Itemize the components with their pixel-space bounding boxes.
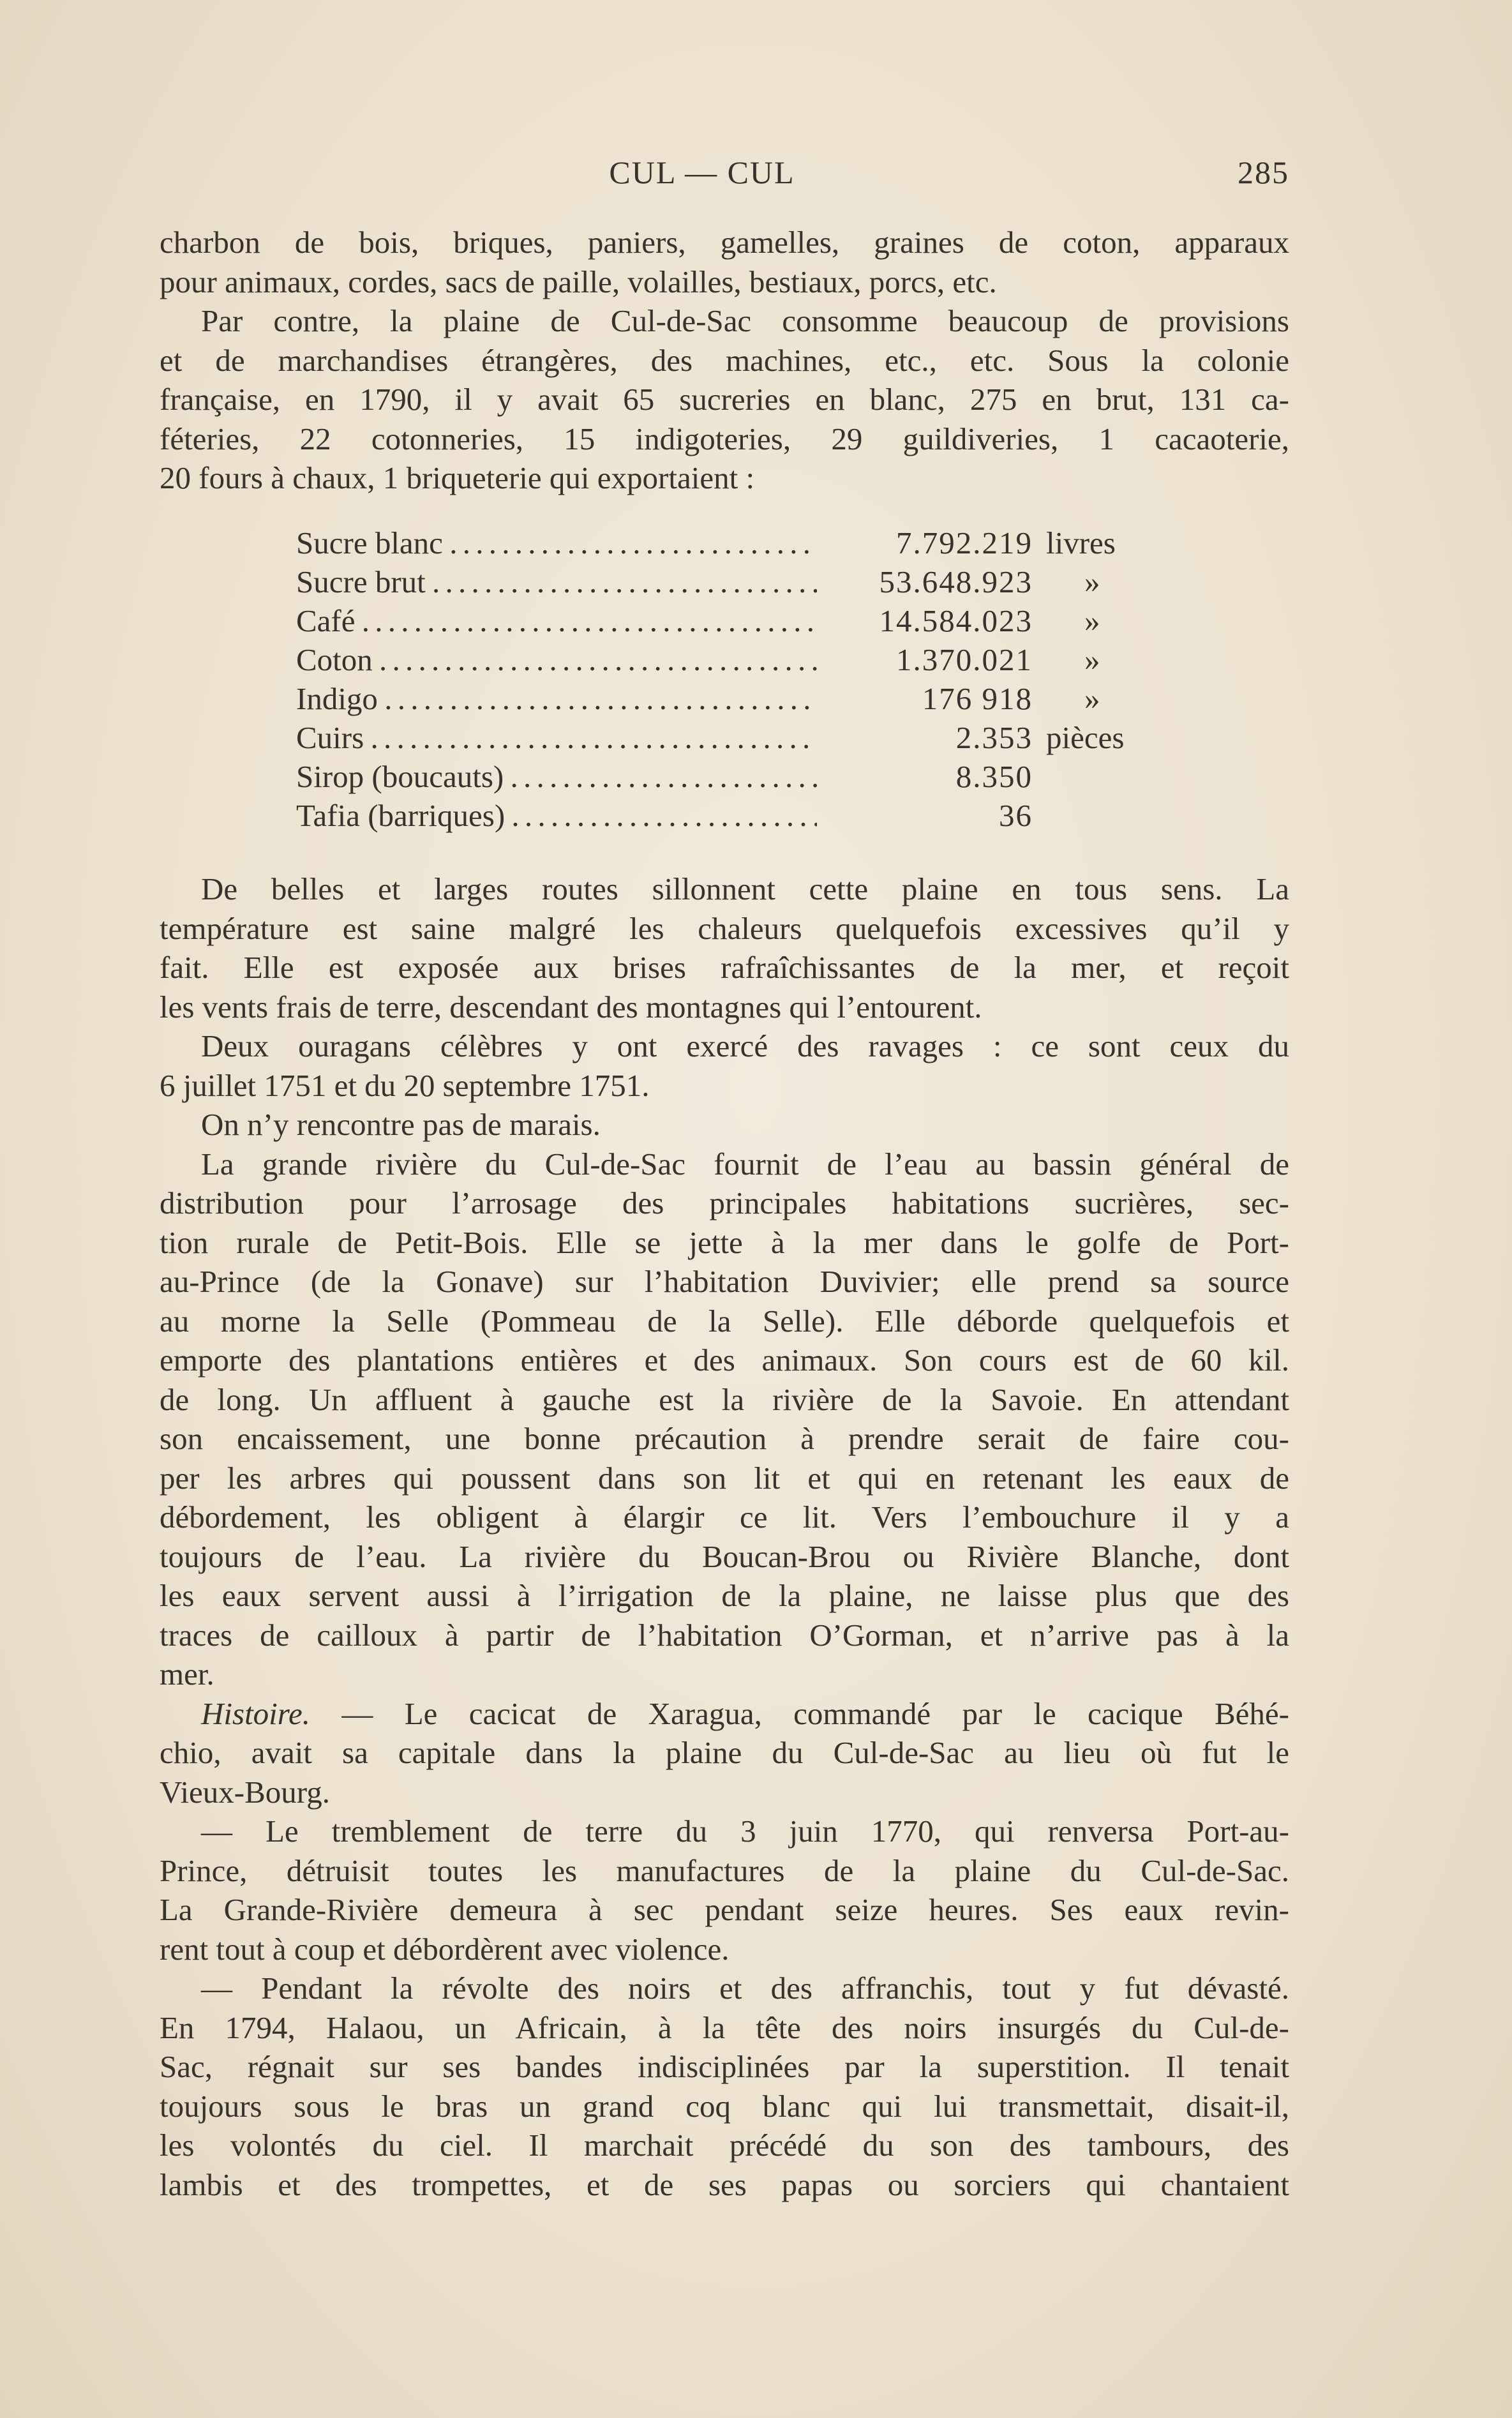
line-text: per les arbres qui poussent dans son lit et qui en retenant les eaux de	[160, 1460, 1289, 1496]
line-text: son encaissement, une bonne précaution à prendre serait de faire cou-	[160, 1421, 1289, 1456]
line-text: distribution pour l’arrosage des principales habitations sucrières, sec-	[160, 1185, 1289, 1220]
line-text: — Le tremblement de terre du 3 juin 1770, qui renversa Port-au-	[201, 1814, 1289, 1849]
text-line	[160, 1773, 1289, 1812]
item-label: Indigo . . .	[296, 679, 817, 718]
line-text: 20 fours à chaux, 1 briqueterie qui exportaient :	[160, 460, 755, 495]
line-text: La Grande-Rivière demeura à sec pendant seize heures. Ses eaux revin-	[160, 1892, 1289, 1927]
paragraph	[160, 1969, 1289, 2204]
line-text: fait. Elle est exposée aux brises rafraîchissantes de la mer, et reçoit	[160, 950, 1289, 985]
item-label: Cuirs . . .	[296, 718, 817, 757]
text-line	[160, 1616, 1289, 1655]
text-line	[160, 341, 1289, 380]
item-unit: livres	[1046, 525, 1116, 560]
text-line	[160, 909, 1289, 949]
line-text: température est saine malgré les chaleurs quelquefois excessives qu’il y	[160, 910, 1289, 946]
item-unit: »	[1084, 564, 1100, 599]
text-line	[160, 1851, 1289, 1891]
item-quantity: 2.353	[955, 720, 1033, 755]
text-line	[160, 301, 1289, 341]
line-text: Prince, détruisit toutes les manufactures de la plaine du Cul-de-Sac.	[160, 1852, 1289, 1888]
paragraph	[160, 1812, 1289, 1969]
line-text: pour animaux, cordes, sacs de paille, volailles, bestiaux, porcs, etc.	[160, 264, 997, 299]
item-label: Sirop (boucauts) . . .	[296, 757, 817, 796]
table-row	[296, 757, 1190, 796]
text-line	[160, 1340, 1289, 1380]
item-label: Sucre brut . . .	[296, 562, 817, 601]
table-row	[296, 718, 1190, 757]
paragraph	[160, 1145, 1289, 1694]
paragraph	[160, 869, 1289, 1026]
line-text: au morne la Selle (Pommeau de la Selle). Elle déborde quelquefois et	[160, 1303, 1289, 1339]
section-lead: Histoire.	[201, 1695, 311, 1731]
paragraph	[160, 1026, 1289, 1105]
top-text-block	[160, 223, 1289, 498]
line-text: Deux ouragans célèbres y ont exercé des ravages : ce sont ceux du	[201, 1028, 1289, 1063]
text-line	[160, 1066, 1289, 1106]
text-line	[160, 458, 1289, 498]
item-unit: »	[1084, 642, 1100, 677]
text-line	[160, 1380, 1289, 1420]
text-line	[160, 1498, 1289, 1537]
text-line	[160, 1419, 1289, 1459]
paragraph	[160, 301, 1289, 498]
line-text: traces de cailloux à partir de l’habitation O’Gorman, et n’arrive pas à la	[160, 1617, 1289, 1653]
paragraph	[160, 223, 1289, 301]
line-text: Vieux-Bourg.	[160, 1774, 330, 1810]
text-line	[160, 1890, 1289, 1930]
page-number: 285	[1238, 154, 1289, 190]
text-line	[160, 1812, 1289, 1851]
text-line	[160, 1459, 1289, 1498]
line-text: charbon de bois, briques, paniers, gamelles, graines de coton, apparaux	[160, 225, 1289, 260]
item-unit: »	[1084, 603, 1100, 638]
text-line	[160, 2165, 1289, 2205]
text-line	[160, 380, 1289, 419]
line-text: On n’y rencontre pas de marais.	[201, 1107, 601, 1142]
text-line	[160, 2087, 1289, 2126]
line-text: De belles et larges routes sillonnent cette plaine en tous sens. La	[201, 871, 1289, 906]
text-line	[160, 419, 1289, 459]
item-label: Sucre blanc . . .	[296, 523, 817, 562]
text-line	[160, 1262, 1289, 1302]
text-line	[160, 1930, 1289, 1969]
item-unit: »	[1084, 681, 1100, 716]
item-quantity: 8.350	[955, 759, 1033, 794]
item-quantity: 36	[999, 798, 1033, 833]
table-row	[296, 523, 1190, 562]
item-label: Tafia (barriques) . . .	[296, 796, 817, 835]
line-text: les vents frais de terre, descendant des montagnes qui l’entourent.	[160, 989, 982, 1025]
text-line	[160, 1576, 1289, 1616]
line-text: de long. Un affluent à gauche est la rivière de la Savoie. En attendant	[160, 1381, 1289, 1417]
table-row	[296, 796, 1190, 835]
text-line	[160, 1655, 1289, 1694]
line-text: — Pendant la révolte des noirs et des affranchis, tout y fut dévasté.	[201, 1971, 1289, 2006]
table-row	[296, 679, 1190, 718]
table-row	[296, 601, 1190, 640]
text-line	[160, 948, 1289, 987]
text-line	[160, 1223, 1289, 1263]
text-line	[160, 223, 1289, 262]
table-row	[296, 562, 1190, 601]
text-line	[160, 1694, 1289, 1734]
line-text: Par contre, la plaine de Cul-de-Sac consomme beaucoup de provisions	[201, 303, 1289, 338]
item-label: Café . . .	[296, 601, 817, 640]
text-line	[160, 2126, 1289, 2165]
item-quantity: 1.370.021	[896, 642, 1033, 677]
text-line	[160, 2008, 1289, 2048]
line-text: Sac, régnait sur ses bandes indisciplinées par la superstition. Il tenait	[160, 2049, 1289, 2084]
line-text: rent tout à coup et débordèrent avec violence.	[160, 1931, 730, 1967]
item-quantity: 53.648.923	[879, 564, 1033, 599]
line-text: 6 juillet 1751 et du 20 septembre 1751.	[160, 1067, 650, 1103]
line-text: les eaux servent aussi à l’irrigation de la plaine, ne laisse plus que des	[160, 1578, 1289, 1613]
line-text: féteries, 22 cotonneries, 15 indigoteries, 29 guildiveries, 1 cacaoterie,	[160, 421, 1289, 456]
line-text: En 1794, Halaou, un Africain, à la tête des noirs insurgés du Cul-de-	[160, 2009, 1289, 2045]
item-unit: pièces	[1046, 720, 1125, 755]
text-line	[160, 1145, 1289, 1184]
line-text: française, en 1790, il y avait 65 sucreries en blanc, 275 en brut, 131 ca-	[160, 382, 1289, 417]
line-text: chio, avait sa capitale dans la plaine du Cul-de-Sac au lieu où fut le	[160, 1735, 1289, 1770]
line-text: La grande rivière du Cul-de-Sac fournit de l’eau au bassin général de	[201, 1146, 1289, 1182]
text-line	[160, 1733, 1289, 1773]
line-text: au-Prince (de la Gonave) sur l’habitation Duvivier; elle prend sa source	[160, 1264, 1289, 1299]
text-line	[160, 1026, 1289, 1066]
paragraph	[160, 1694, 1289, 1812]
line-text: et de marchandises étrangères, des machines, etc., etc. Sous la colonie	[160, 342, 1289, 378]
line-text: débordement, les obligent à élargir ce lit. Vers l’embouchure il y a	[160, 1499, 1289, 1535]
text-line	[160, 1105, 1289, 1145]
item-label: Coton . . .	[296, 640, 817, 679]
text-line	[160, 1969, 1289, 2008]
line-text: emporte des plantations entières et des animaux. Son cours est de 60 kil.	[160, 1342, 1289, 1378]
line-text: tion rurale de Petit-Bois. Elle se jette à la mer dans le golfe de Port-	[160, 1224, 1289, 1260]
item-quantity: 7.792.219	[896, 525, 1033, 560]
line-text: toujours sous le bras un grand coq blanc qui lui transmettait, disait-il,	[160, 2088, 1289, 2124]
running-header: CUL — CUL	[609, 154, 795, 190]
line-text: lambis et des trompettes, et de ses papas ou sorciers qui chantaient	[160, 2166, 1289, 2202]
line-text: les volontés du ciel. Il marchait précédé du son des tambours, des	[160, 2128, 1289, 2163]
bottom-text-block	[160, 869, 1289, 2204]
text-line	[160, 987, 1289, 1027]
line-text: — Le cacicat de Xaragua, commandé par le cacique Béhé-	[310, 1695, 1289, 1731]
table-row	[296, 640, 1190, 679]
text-line	[160, 2047, 1289, 2087]
text-line	[160, 1537, 1289, 1577]
export-table	[296, 523, 1190, 835]
line-text: mer.	[160, 1656, 214, 1692]
line-text: toujours de l’eau. La rivière du Boucan-Brou ou Rivière Blanche, dont	[160, 1538, 1289, 1574]
item-quantity: 176 918	[922, 681, 1033, 716]
paragraph	[160, 1105, 1289, 1145]
text-line	[160, 1183, 1289, 1223]
text-line	[160, 262, 1289, 302]
text-line	[160, 869, 1289, 909]
item-quantity: 14.584.023	[879, 603, 1033, 638]
text-line	[160, 1302, 1289, 1341]
